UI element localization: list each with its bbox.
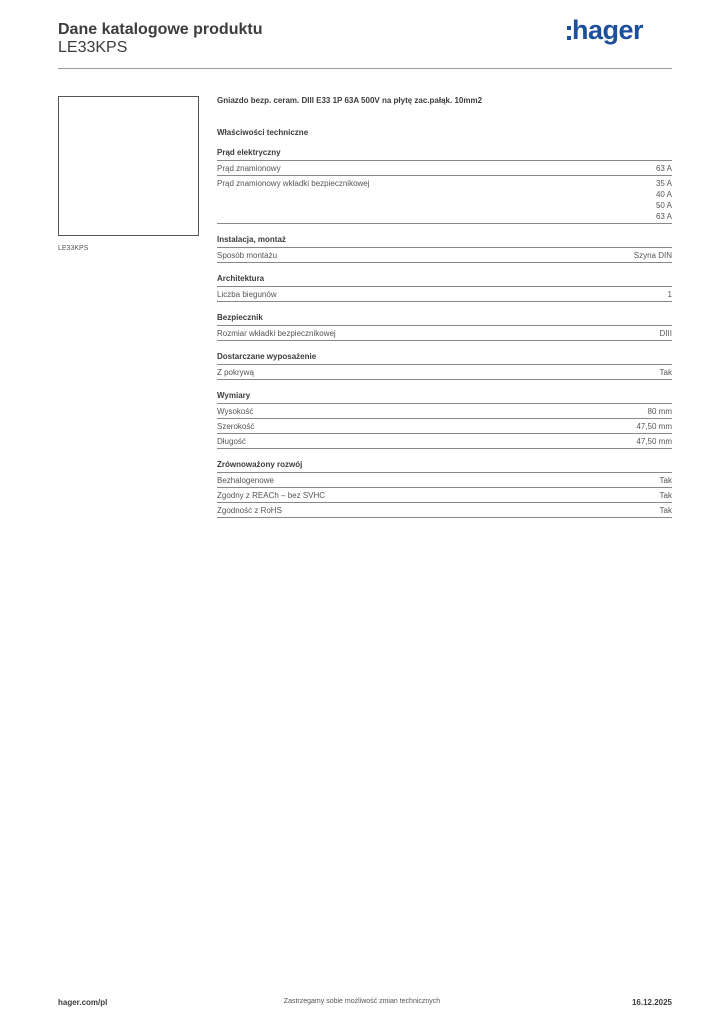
spec-value: 1 bbox=[667, 290, 672, 299]
spec-value: Tak bbox=[659, 491, 672, 500]
spec-value: 47,50 mm bbox=[636, 437, 672, 446]
technical-data bbox=[217, 95, 672, 528]
spec-values bbox=[660, 490, 672, 501]
spec-values bbox=[648, 406, 672, 417]
spec-row bbox=[217, 326, 672, 341]
section-title: Instalacja, montaż bbox=[217, 234, 672, 248]
spec-values bbox=[660, 328, 672, 339]
header-divider bbox=[58, 68, 672, 69]
product-image-placeholder bbox=[58, 96, 199, 236]
spec-value: Tak bbox=[659, 368, 672, 377]
section-title: Bezpiecznik bbox=[217, 312, 672, 326]
spec-row bbox=[217, 176, 672, 224]
spec-value: 35 A bbox=[655, 179, 672, 188]
spec-row bbox=[217, 503, 672, 518]
spec-label: Sposób montażu bbox=[217, 251, 278, 260]
spec-value: 50 A bbox=[655, 201, 672, 210]
spec-section bbox=[217, 312, 672, 341]
spec-row bbox=[217, 287, 672, 302]
spec-row bbox=[217, 161, 672, 176]
spec-label: Zgodność z RoHS bbox=[217, 506, 282, 515]
spec-row bbox=[217, 404, 672, 419]
spec-label: Długość bbox=[217, 437, 246, 446]
page-title: Dane katalogowe produktu bbox=[58, 21, 263, 38]
spec-section bbox=[217, 273, 672, 302]
spec-label: Rozmiar wkładki bezpiecznikowej bbox=[217, 329, 336, 338]
spec-value: DIII bbox=[659, 329, 672, 338]
spec-label: Wysokość bbox=[217, 407, 254, 416]
spec-values bbox=[668, 289, 672, 300]
sections-container bbox=[217, 147, 672, 518]
spec-values bbox=[636, 421, 672, 432]
spec-values bbox=[660, 367, 672, 378]
spec-row bbox=[217, 473, 672, 488]
spec-label: Liczba biegunów bbox=[217, 290, 277, 299]
spec-label: Zgodny z REACh – bez SVHC bbox=[217, 491, 326, 500]
spec-values bbox=[636, 436, 672, 447]
spec-row bbox=[217, 419, 672, 434]
spec-row bbox=[217, 248, 672, 263]
section-title: Architektura bbox=[217, 273, 672, 287]
footer-website-link[interactable]: hager.com/pl bbox=[58, 998, 108, 1007]
spec-values bbox=[656, 163, 672, 174]
spec-label: Bezhalogenowe bbox=[217, 476, 274, 485]
spec-value: 40 A bbox=[655, 190, 672, 199]
technical-properties-title: Właściwości techniczne bbox=[217, 128, 309, 137]
product-description: Gniazdo bezp. ceram. DIII E33 1P 63A 500V na płytę zac.pałąk. 10mm2 bbox=[217, 96, 483, 105]
spec-values bbox=[660, 505, 672, 516]
section-title: Zrównoważony rozwój bbox=[217, 459, 672, 473]
footer-notice: Zastrzegamy sobie możliwość zmian technicznych bbox=[283, 998, 441, 1005]
section-title: Prąd elektryczny bbox=[217, 147, 672, 161]
spec-value: 80 mm bbox=[647, 407, 672, 416]
spec-value: 47,50 mm bbox=[636, 422, 672, 431]
spec-row bbox=[217, 434, 672, 449]
spec-values bbox=[634, 250, 672, 261]
logo-dots-icon bbox=[567, 26, 571, 40]
hager-logo[interactable] bbox=[567, 14, 643, 46]
spec-label: Prąd znamionowy wkładki bezpiecznikowej bbox=[217, 179, 370, 188]
section-title: Wymiary bbox=[217, 390, 672, 404]
spec-section bbox=[217, 459, 672, 518]
spec-value: Tak bbox=[659, 476, 672, 485]
spec-section bbox=[217, 234, 672, 263]
spec-label: Szerokość bbox=[217, 422, 255, 431]
spec-values bbox=[660, 475, 672, 486]
spec-values bbox=[656, 178, 672, 222]
spec-section bbox=[217, 390, 672, 449]
spec-section bbox=[217, 351, 672, 380]
footer-date: 16.12.2025 bbox=[631, 998, 672, 1007]
spec-section bbox=[217, 147, 672, 224]
spec-row bbox=[217, 365, 672, 380]
logo-text: hager bbox=[572, 14, 644, 45]
spec-value: Szyna DIN bbox=[633, 251, 672, 260]
spec-label: Prąd znamionowy bbox=[217, 164, 281, 173]
product-image-caption: LE33KPS bbox=[58, 245, 89, 252]
product-code: LE33KPS bbox=[58, 39, 128, 56]
spec-value: Tak bbox=[659, 506, 672, 515]
spec-value: 63 A bbox=[655, 164, 672, 173]
spec-label: Z pokrywą bbox=[217, 368, 254, 377]
spec-row bbox=[217, 488, 672, 503]
section-title: Dostarczane wyposażenie bbox=[217, 351, 672, 365]
spec-value: 63 A bbox=[655, 212, 672, 221]
